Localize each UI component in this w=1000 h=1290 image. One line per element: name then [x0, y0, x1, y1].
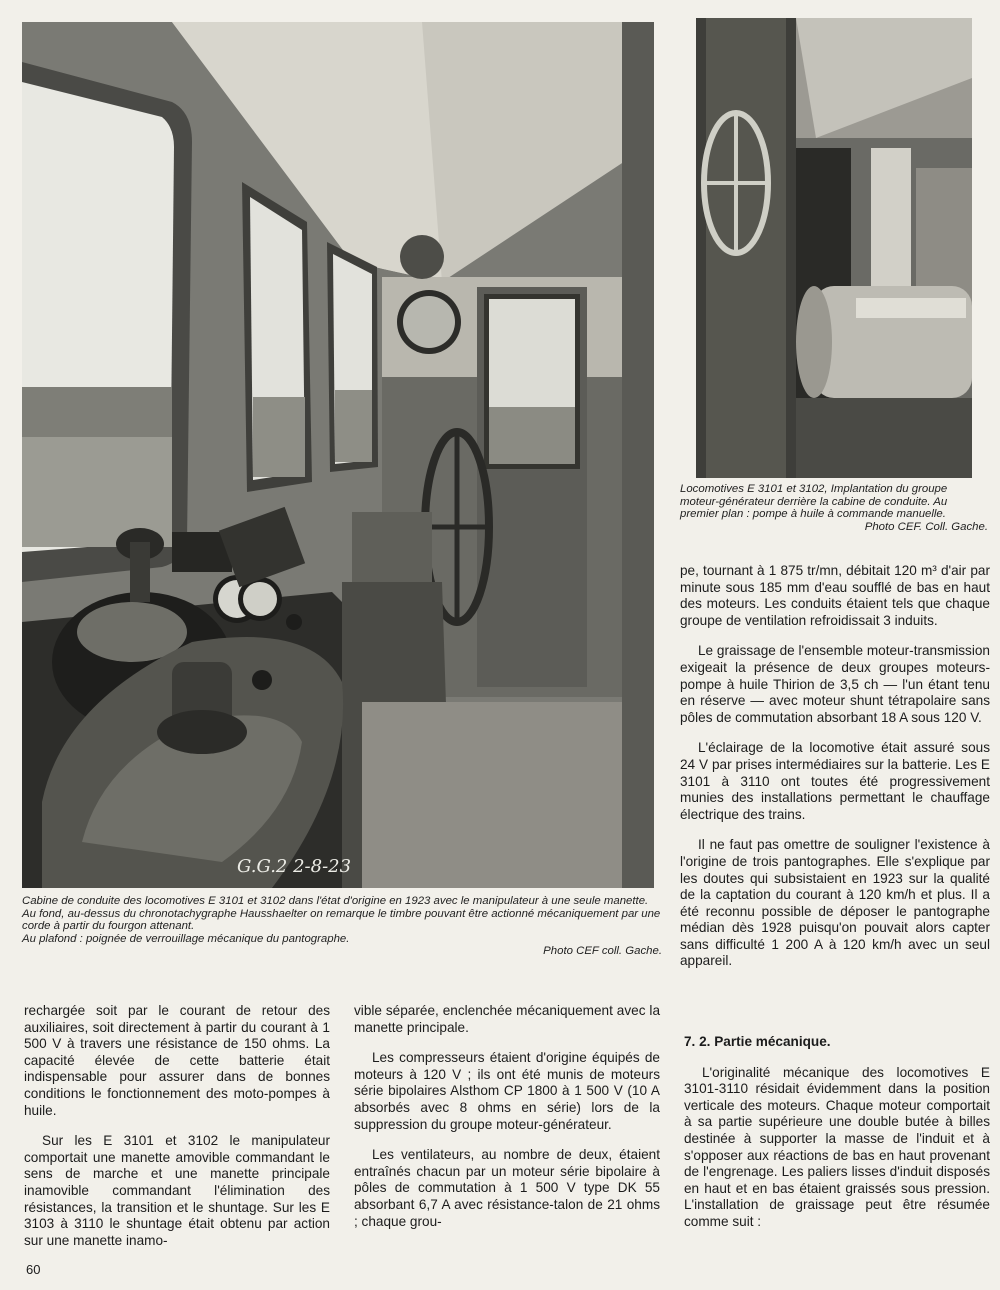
- column-2-paragraph-1: vible séparée, enclenchée mécaniquement avec la manette principale.: [354, 1003, 660, 1035]
- column-3: [684, 1026, 990, 1245]
- left-caption-line-2: Au fond, au-dessus du chronotachygraphe Hausshaelter on remarque le timbre pouvant être actionné mécaniquement par une corde à partir du fourgon attenant.: [22, 907, 661, 933]
- column-2: [354, 1003, 660, 1244]
- right-caption-credit: Photo CEF. Coll. Gache.: [864, 520, 988, 533]
- right-column-top: [680, 563, 990, 984]
- left-caption-credit: Photo CEF coll. Gache.: [543, 945, 662, 958]
- column-1-paragraph-2: Sur les E 3101 et 3102 le manipulateur comportait une manette amovible commandant le sens de marche et une manette principale inamovible commandant l'élimination des résistances, la transition et le shuntage. Sur les E 3103 à 3110 le shuntage était obtenu par action sur une manette inamo-: [24, 1133, 330, 1248]
- right-top-paragraph-2: Le graissage de l'ensemble moteur-transmission exigeait la présence de deux groupes moteurs-pompe à huile Thirion de 3,5 ch — l'un étant tenu en réserve — avec moteur shunt tétrapolaire sans pôles de commutation absorbant 18 A sous 120 V.: [680, 643, 990, 725]
- right-caption-text: Locomotives E 3101 et 3102, Implantation du groupe moteur-générateur derrière la cabine de conduite. Au premier plan : pompe à huile à commande manuelle.: [680, 483, 948, 521]
- left-caption-line-3: Au plafond : poignée de verrouillage mécanique du pantographe.: [22, 932, 350, 945]
- cab-photo: [22, 22, 654, 888]
- page-number: 60: [26, 1262, 41, 1277]
- left-photo-caption: [22, 895, 662, 958]
- right-top-paragraph-4: Il ne faut pas omettre de souligner l'existence à l'origine de trois pantographes. Elle s'explique par les doutes qui subsistaient en 1923 sur la qualité de la captation du courant à 120 km/h et plus. Il a été reconnu possible de déposer le pantographe médian dès 1928 puisqu'on pouvait alors capter sans difficulté 1 200 A à 120 km/h avec un seul appareil.: [680, 837, 990, 969]
- section-heading: 7. 2. Partie mécanique.: [684, 1034, 831, 1049]
- column-2-paragraph-3: Les ventilateurs, au nombre de deux, étaient entraînés chacun par un moteur série bipolaire à pôles de commutation à 1 500 V type DK 55 absorbant 6,7 A avec résistance-talon de 21 ohms ; chaque grou-: [354, 1147, 660, 1229]
- column-2-paragraph-2: Les compresseurs étaient d'origine équipés de moteurs à 120 V ; ils ont été munis de moteurs série bipolaires Alsthom CP 1800 à 1 500 V (10 A absorbés avec 8 ohms en série) lors de la suppression du groupe moteur-générateur.: [354, 1050, 660, 1132]
- photo-signature: G.G.2 2-8-23: [237, 856, 352, 877]
- column-1-paragraph-1: rechargée soit par le courant de retour des auxiliaires, soit directement à partir du courant à 1 500 V à travers une résistance de 150 ohms. La capacité élevée de cette batterie était indispensable pour assurer dans de bonnes conditions le fonctionnement des moto-pompes à huile.: [24, 1003, 330, 1118]
- right-photo-caption: [680, 483, 988, 533]
- column-3-paragraph-1: L'originalité mécanique des locomotives E 3101-3110 résidait évidemment dans la position verticale des moteurs. Chaque moteur comportait à sa partie supérieure une double butée à billes destinée à supporter la masse de l'induit et à s'opposer aux réactions de bas en haut provenant de l'engrenage. Les paliers lisses d'induit disposés en haut et en bas étaient graissés sous pression. L'installation de graissage peut être résumée comme suit :: [684, 1064, 990, 1229]
- motor-generator-photo: [696, 18, 972, 478]
- left-caption-line-1: Cabine de conduite des locomotives E 3101 et 3102 dans l'état d'origine en 1923 avec le manipulateur à une seule manette.: [22, 895, 649, 907]
- column-1: [24, 1003, 330, 1263]
- right-top-paragraph-3: L'éclairage de la locomotive était assuré sous 24 V par prises intermédiaires sur la batterie. Les E 3101 à 3110 ont toutes été progressivement munies des installations permettant le chauffage électrique des trains.: [680, 740, 990, 822]
- right-top-paragraph-1: pe, tournant à 1 875 tr/mn, débitait 120 m³ d'air par minute sous 185 mm d'eau soufflé de bas en haut des moteurs. Les conduits étaient tels que chaque groupe de ventilation refroidissait 3 induits.: [680, 563, 990, 628]
